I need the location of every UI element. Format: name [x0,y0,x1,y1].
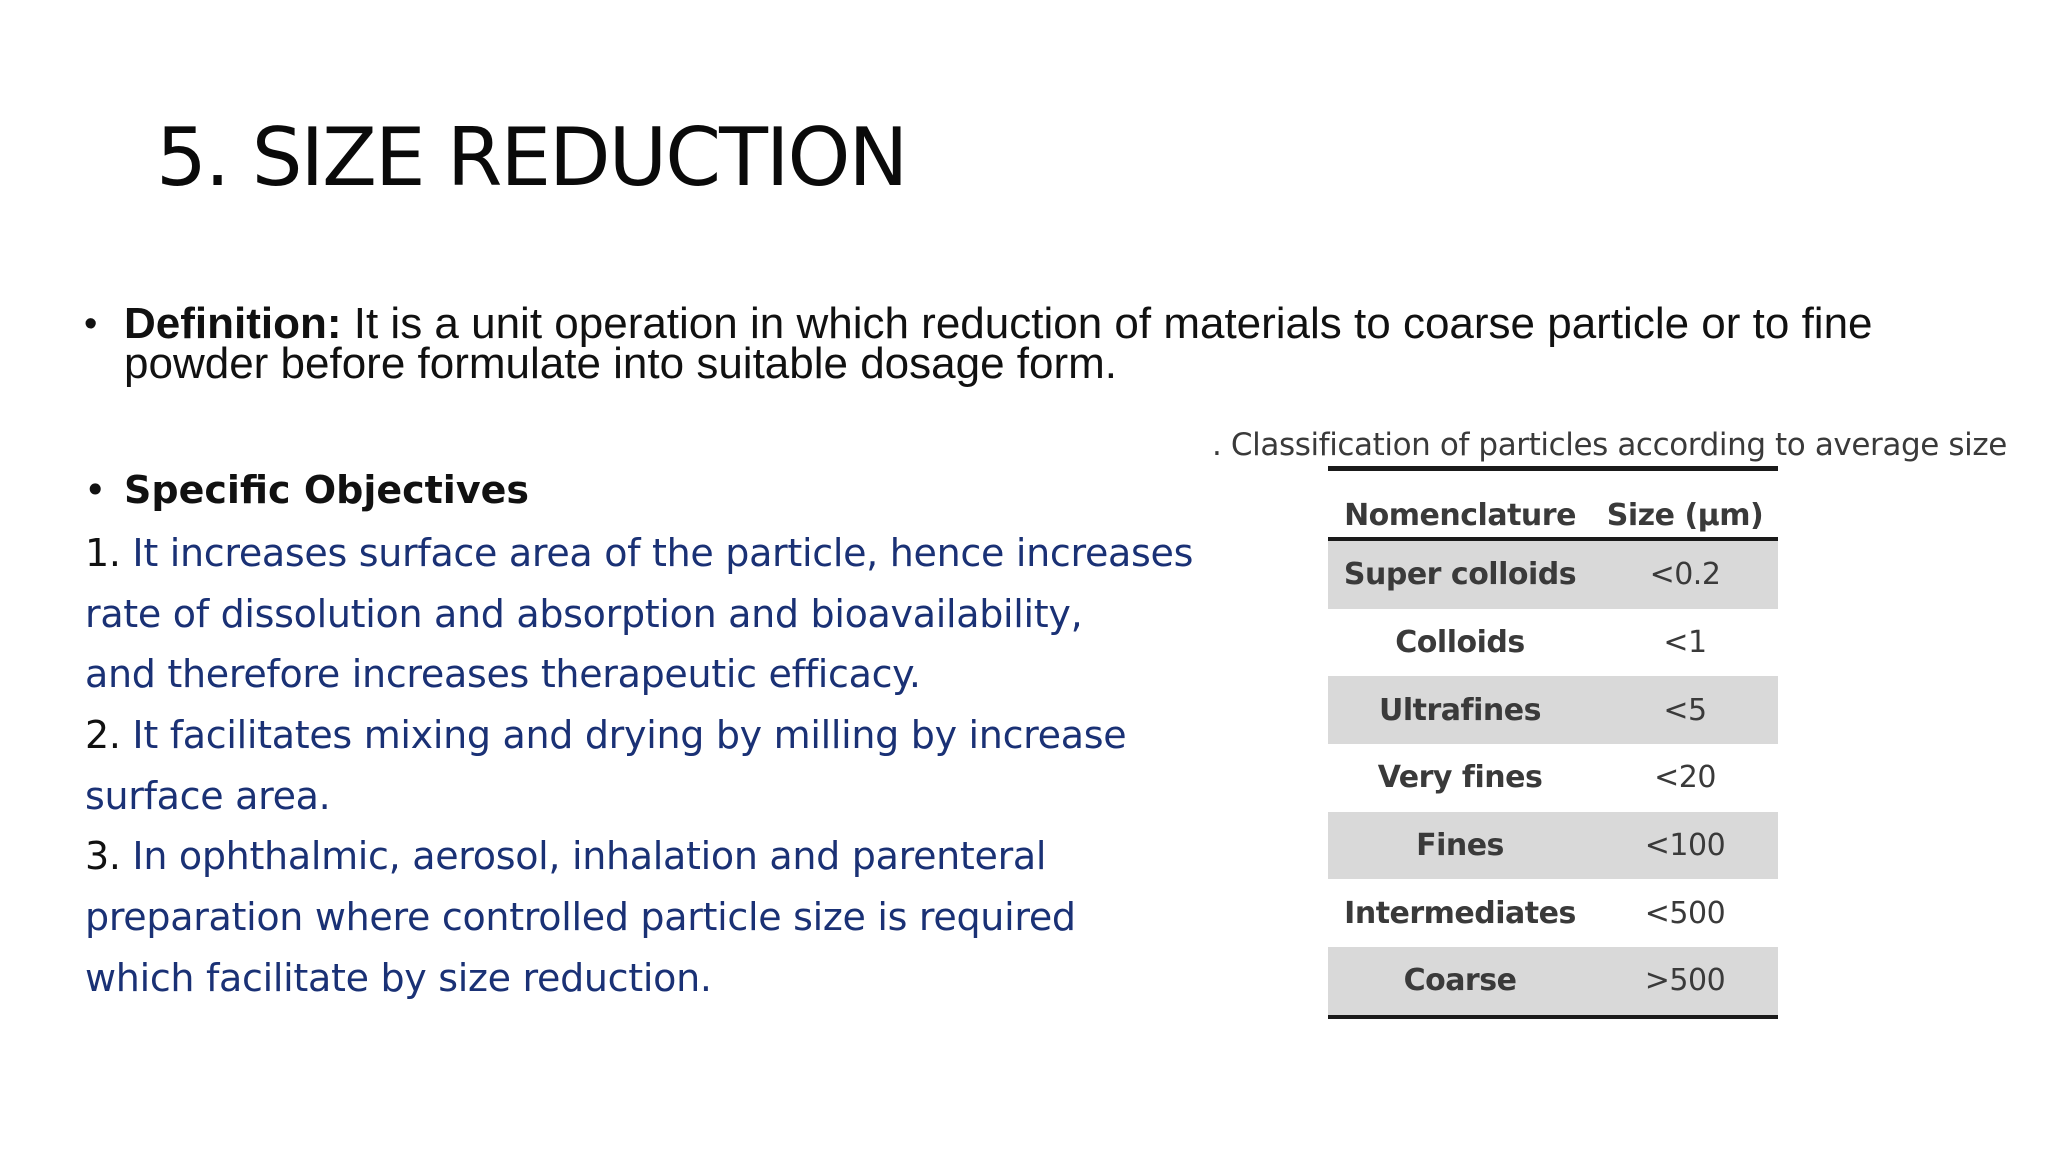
objective-number: 1. [85,531,121,575]
cell-nomenclature: Super colloids [1328,539,1592,609]
objective-text: rate of dissolution and absorption and bioavailability, [85,591,1083,636]
cell-size: <0.2 [1592,539,1778,609]
bullet-dot-icon: • [84,303,98,345]
table-row [1328,947,1778,1017]
table-row [1328,879,1778,947]
objective-line [85,766,1235,827]
definition-body: It is a unit operation in which reduction of materials to coarse particle or to fine powder before formulate into suitable dosage form. [124,299,1873,388]
cell-size: <20 [1654,760,1716,796]
table-caption: . Classification of particles according to average size [1212,427,2007,463]
table-body [1328,539,1778,1017]
slide-title: 5. SIZE REDUCTION [156,111,907,204]
cell-nomenclature: Intermediates [1344,895,1576,931]
objective-line [85,584,1235,645]
definition-label: Definition: [124,299,342,348]
objective-number: 2. [85,713,121,758]
objective-text: It facilitates mixing and drying by milling by increase [120,713,1127,758]
objective-text: It increases surface area of the particle, hence increases [120,531,1194,575]
table-header-row [1328,493,1778,539]
definition-bullet [84,299,1964,388]
objective-text: and therefore increases therapeutic efficacy. [85,652,921,697]
cell-nomenclature: Colloids [1395,625,1525,661]
objective-line [85,826,1235,887]
objective-line [85,644,1235,705]
objective-text: In ophthalmic, aerosol, inhalation and parenteral [120,834,1047,879]
objective-number: 3. [85,834,121,879]
cell-size: <100 [1592,812,1778,880]
cell-size: >500 [1592,947,1778,1017]
table-row [1328,609,1778,677]
table-top-rule [1328,466,1778,471]
objectives-list [85,523,1235,1009]
objective-line [85,887,1235,948]
cell-nomenclature: Very fines [1377,760,1543,796]
table-row [1328,744,1778,812]
objectives-heading [84,466,529,514]
definition-text [124,299,1964,388]
cell-nomenclature: Ultrafines [1328,676,1592,744]
objective-line [85,523,1235,584]
cell-size: <5 [1592,676,1778,744]
cell-size: <1 [1663,625,1707,661]
column-header-size: Size (µm) [1592,493,1778,539]
bullet-dot-icon: • [84,468,107,512]
cell-size: <500 [1644,895,1726,931]
objective-line [85,705,1235,766]
table-row [1328,676,1778,744]
table-row [1328,539,1778,609]
cell-nomenclature: Fines [1328,812,1592,880]
objective-line [85,948,1235,1009]
column-header-nomenclature: Nomenclature [1328,493,1592,539]
objective-text: surface area. [85,773,331,818]
objective-text: preparation where controlled particle size is required [85,895,1076,940]
cell-nomenclature: Coarse [1328,947,1592,1017]
table-row [1328,812,1778,880]
objectives-heading-text: Specific Objectives [124,468,529,512]
objective-text: which facilitate by size reduction. [85,955,712,1000]
classification-table [1328,493,1778,1019]
